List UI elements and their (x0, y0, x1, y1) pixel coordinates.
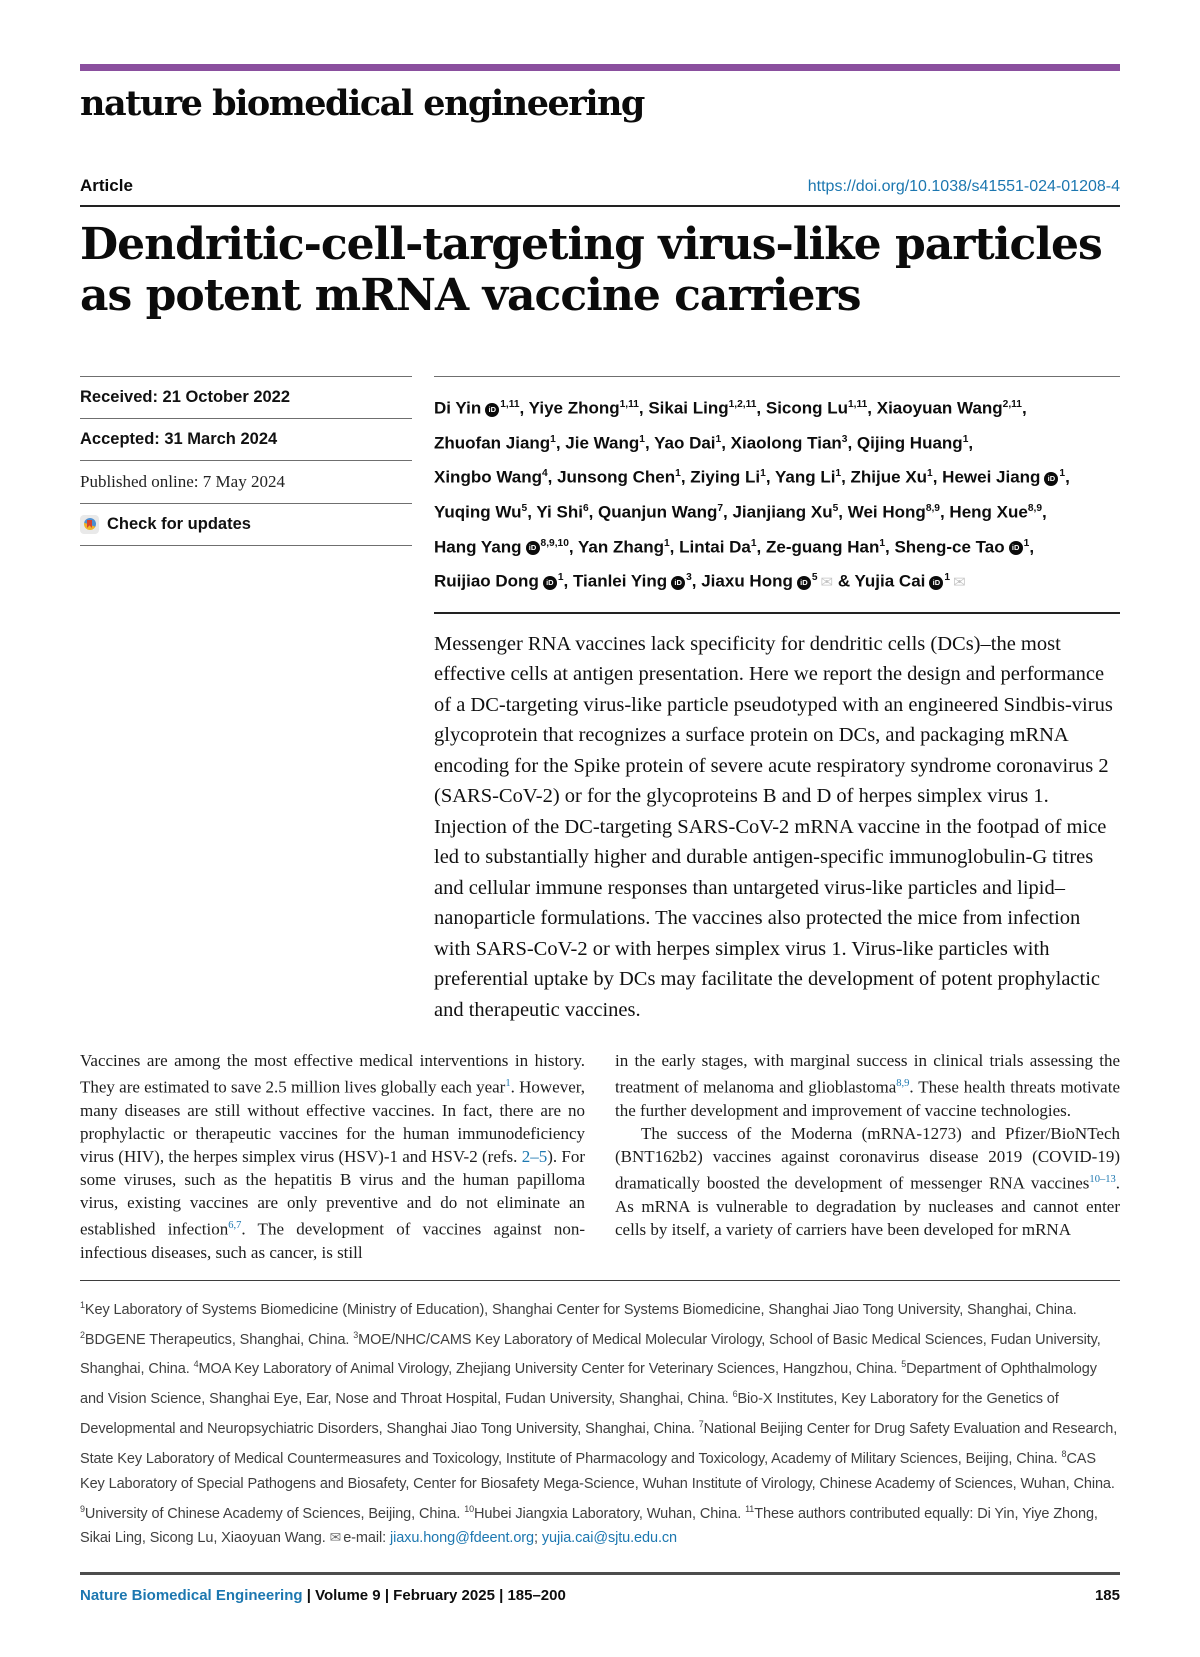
ref-link[interactable]: 10–13 (1089, 1174, 1116, 1186)
author-list: Di Yin iD $^{1,11}$, Yiye Zhong$^{1,11}$, Sikai Ling$^{1,2,11}$, Sicong Lu$^{1,11}$, Xiaoyuan Wang$^{2,11}$, Zhuofan Jiang$^1$, Jie Wang$^1$, Yao Dai$^1$, Xiaolong Tian$^3$, Qijing Huang$^1$, Xingbo Wang$^4$, Junsong Chen$^1$, Ziying Li$^1$, Yang Li$^1$, Zhijue Xu$^1$, Hewei Jiang iD $^1$, Yuqing Wu$^5$, Yi Shi$^6$, Quanjun Wang$^7$, Jianjiang Xu$^5$, Wei Hong$^{8,9}$, Heng Xue$^{8,9}$, Hang Yang iD $^{8,9,10}$, Yan Zhang$^1$, Lintai Da$^1$, Ze-guang Han$^1$, Sheng-ce Tao iD $^1$, Ruijiao Dong iD $^1$, Tianlei Ying iD $^3$, Jiaxu Hong iD $^5$ ✉ & Yujia Cai iD $^1$ ✉ (434, 376, 1120, 598)
authors-column (434, 376, 1120, 598)
paragraph: The success of the Moderna (mRNA-1273) and Pfizer/BioNTech (BNT162b2) vaccines against coronavirus disease 2019 (COVID-19) dramatically boosted the development of messenger RNA vaccines$^{10-13}$. As mRNA is vulnerable to degradation by nucleases and cannot enter cells by itself, a variety of carriers have been developed for mRNA (615, 1124, 1120, 1239)
ref-link[interactable]: 6,7 (228, 1220, 242, 1232)
accepted-date: Accepted: 31 March 2024 (80, 418, 412, 460)
body-column-right (615, 1049, 1120, 1263)
envelope-icon: ✉ (329, 1530, 342, 1547)
meta-section (80, 376, 1120, 598)
orcid-icon: iD (797, 576, 811, 590)
article-title: Dendritic-cell-targeting virus-like particles as potent mRNA vaccine carriers (80, 219, 1102, 322)
body-text (80, 1049, 1120, 1263)
article-type-label: Article (80, 176, 133, 195)
orcid-icon: iD (671, 576, 685, 590)
crossmark-icon (80, 515, 99, 534)
journal-masthead: nature biomedical engineering (80, 83, 644, 124)
body-column-left (80, 1049, 585, 1263)
orcid-icon: iD (1044, 472, 1058, 486)
article-page (0, 64, 1200, 1657)
doi-link[interactable]: https://doi.org/10.1038/s41551-024-01208-4 (807, 178, 1120, 195)
paragraph: Vaccines are among the most effective medical interventions in history. They are estimated to save 2.5 million lives globally each year$^1$. However, many diseases are still without effective vaccines. In fact, there are no prophylactic or therapeutic vaccines for the human immunodeficiency virus (HIV), the herpes simplex virus (HSV)-1 and HSV-2 (refs. 2–5). For some viruses, such as the hepatitis B virus and the human papilloma virus, existing vaccines are only preventive and do not eliminate an established infection$^{6,7}$. The development of vaccines against non-infectious diseases, such as cancer, is still (80, 1051, 586, 1262)
envelope-icon: ✉ (953, 572, 966, 591)
orcid-icon: iD (929, 576, 943, 590)
accent-bar (80, 64, 1120, 71)
abstract: Messenger RNA vaccines lack specificity for dendritic cells (DCs)–the most effective cells at antigen presentation. Here we report the design and performance of a DC-targeting virus-like particle pseudotyped with an engineered Sindbis-virus glycoprotein that recognizes a surface protein on DCs, and packaging mRNA encoding for the Spike protein of severe acute respiratory syndrome coronavirus 2 (SARS-CoV-2) or for the glycoproteins B and D of herpes simplex virus 1. Injection of the DC-targeting SARS-CoV-2 mRNA vaccine in the footpad of mice led to substantially higher and durable antigen-specific immunoglobulin-G titres and cellular immune responses than untargeted virus-like particles and lipid–nanoparticle formulations. The vaccines also protected the mice from infection with SARS-CoV-2 or with herpes simplex virus 1. Virus-like particles with preferential uptake by DCs may facilitate the development of potent prophylactic and therapeutic vaccines. (434, 612, 1120, 1026)
orcid-icon: iD (485, 403, 499, 417)
envelope-icon: ✉ (820, 572, 834, 591)
published-date: Published online: 7 May 2024 (80, 460, 412, 503)
email-link[interactable]: jiaxu.hong@fdeent.org (389, 1530, 534, 1547)
dates-column (80, 376, 412, 598)
ref-link[interactable]: 8,9 (896, 1078, 910, 1090)
page-footer (80, 1572, 1120, 1604)
citation-info: Nature Biomedical Engineering | Volume 9 | February 2025 | 185–200 (80, 1587, 566, 1604)
orcid-icon: iD (543, 576, 557, 590)
paragraph: in the early stages, with marginal success in clinical trials assessing the treatment of melanoma and glioblastoma$^{8,9}$. These health threats motivate the further development and improvement of vaccine technologies. (615, 1051, 1121, 1121)
check-for-updates[interactable] (80, 503, 412, 546)
email-link[interactable]: yujia.cai@sjtu.edu.cn (541, 1530, 677, 1547)
journal-link[interactable]: Nature Biomedical Engineering (80, 1587, 303, 1604)
orcid-icon: iD (1009, 541, 1023, 555)
orcid-icon: iD (526, 541, 540, 555)
ref-link[interactable]: 1 (505, 1078, 511, 1090)
ref-link[interactable]: 2–5 (521, 1147, 548, 1167)
affiliations-footnote: $^1$Key Laboratory of Systems Biomedicine (Ministry of Education), Shanghai Center for Systems Biomedicine, Shanghai Jiao Tong University, Shanghai, China. $^2$BDGENE Therapeutics, Shanghai, China. $^3$MOE/NHC/CAMS Key Laboratory of Medical Molecular Virology, School of Basic Medical Sciences, Fudan University, Shanghai, China. $^4$MOA Key Laboratory of Animal Virology, Zhejiang University Center for Veterinary Sciences, Hangzhou, China. $^5$Department of Ophthalmology and Vision Science, Shanghai Eye, Ear, Nose and Throat Hospital, Fudan University, Shanghai, China. $^6$Bio-X Institutes, Key Laboratory for the Genetics of Developmental and Neuropsychiatric Disorders, Shanghai Jiao Tong University, Shanghai, China. $^7$National Beijing Center for Drug Safety Evaluation and Research, State Key Laboratory of Medical Countermeasures and Toxicology, Institute of Pharmacology and Toxicology, Academy of Military Sciences, Beijing, China. $^8$CAS Key Laboratory of Special Pathogens and Biosafety, Center for Biosafety Mega-Science, Wuhan Institute of Virology, Chinese Academy of Sciences, Wuhan, China. $^9$University of Chinese Academy of Sciences, Beijing, China. $^{10}$Hubei Jiangxia Laboratory, Wuhan, China. $^{11}$These authors contributed equally: Di Yin, Yiye Zhong, Sikai Ling, Sicong Lu, Xiaoyuan Wang. ✉ e-mail: jiaxu.hong@fdeent.org; yujia.cai@sjtu.edu.cn (80, 1280, 1120, 1552)
article-header-row (80, 176, 1120, 196)
header-rule (80, 205, 1120, 207)
page-number: 185 (1094, 1587, 1120, 1604)
received-date: Received: 21 October 2022 (80, 376, 412, 418)
check-for-updates-label: Check for updates (107, 514, 251, 533)
